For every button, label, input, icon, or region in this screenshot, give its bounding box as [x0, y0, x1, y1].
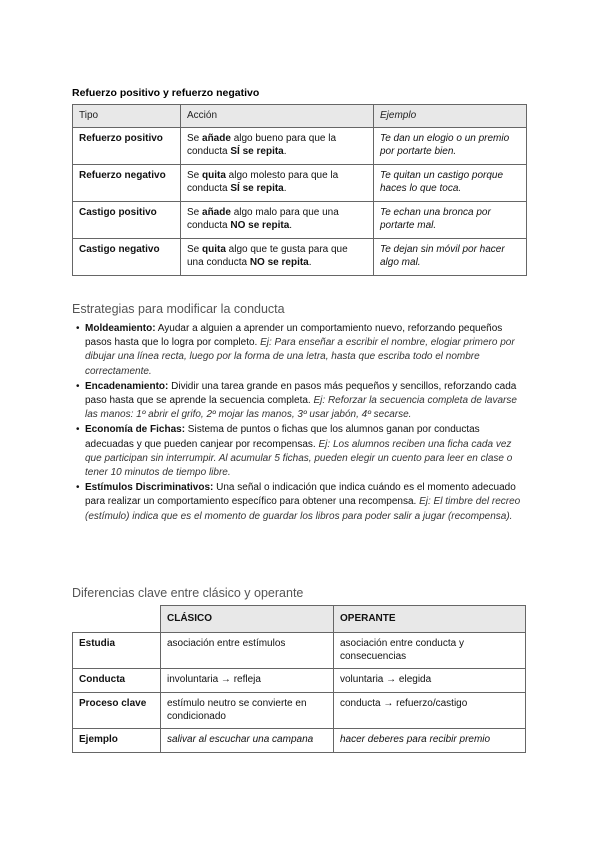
cell-clasico: salivar al escuchar una campana [161, 729, 334, 753]
item-text: Ayudar a alguien a aprender un comportamiento nuevo, reforzando pequeños pasos hasta que lo logra por completo. [85, 323, 503, 349]
cell-operante: conducta → refuerzo/castigo [334, 693, 526, 729]
item-example: Ej: El timbre del recreo (estímulo) indica que es el momento de guardar los libros para poder salir a jugar (recompensa). [85, 496, 521, 522]
row-tipo: Refuerzo positivo [73, 128, 181, 165]
bullet-icon: • [76, 424, 80, 436]
row-ejemplo: Te dan un elogio o un premio por portarte bien. [374, 128, 527, 165]
cell-operante: voluntaria → elegida [334, 669, 526, 693]
row-label: Estudia [73, 633, 161, 669]
bullet-icon: • [76, 380, 80, 392]
row-accion: Se añade algo malo para que una conducta NO se repita. [181, 202, 374, 239]
row-label: Conducta [73, 669, 161, 693]
header-empty [73, 606, 161, 633]
header-operante: OPERANTE [334, 606, 526, 633]
table-row [73, 633, 526, 669]
list-item [72, 481, 530, 524]
item-text: Una señal o indicación que indica cuándo es el momento adecuado para realizar un comportamiento específico para obtener una recompensa. [85, 482, 516, 508]
item-text: Dividir una tarea grande en pasos más pequeños y sencillos, reforzando cada paso hasta que se aprende la secuencia completa. [85, 380, 517, 407]
list-item [72, 380, 530, 423]
item-example: Ej: Para enseñar a escribir el nombre, elogiar primero por dibujar una línea recta, luego por la forma de una letra, hasta que escriba todo el nombre correctamente. [85, 337, 515, 377]
item-label: Encadenamiento: [85, 380, 169, 392]
table-row [73, 669, 526, 693]
table-header-row [73, 105, 527, 128]
row-ejemplo: Te quitan un castigo porque haces lo que toca. [374, 165, 527, 202]
item-label: Economía de Fichas: [85, 424, 186, 436]
item-label: Moldeamiento: [85, 323, 156, 334]
cell-clasico: asociación entre estímulos [161, 633, 334, 669]
row-accion: Se quita algo molesto para que la conducta SÍ se repita. [181, 165, 374, 202]
bullet-icon: • [76, 323, 80, 334]
row-ejemplo: Te echan una bronca por portarte mal. [374, 202, 527, 239]
table-row [73, 693, 526, 729]
bullet-icon: • [76, 482, 80, 494]
row-tipo: Refuerzo negativo [73, 165, 181, 202]
table-row [73, 165, 527, 202]
list-item [72, 322, 530, 379]
refuerzo-table [72, 104, 527, 276]
row-accion: Se añade algo bueno para que la conducta SÍ se repita. [181, 128, 374, 165]
table-row [73, 202, 527, 239]
cell-clasico: involuntaria → refleja [161, 669, 334, 693]
row-label: Proceso clave [73, 693, 161, 729]
cell-operante: hacer deberes para recibir premio [334, 729, 526, 753]
list-item [72, 423, 530, 480]
item-label: Estímulos Discriminativos: [85, 482, 214, 494]
item-example: Ej: Reforzar la secuencia completa de lavarse las manos: 1º abrir el grifo, 2º mojar las manos, 3º usar jabón, 4º secarse. [85, 395, 517, 421]
table-row [73, 729, 526, 753]
comparison-table [72, 605, 526, 753]
table-row [73, 239, 527, 276]
row-tipo: Castigo positivo [73, 202, 181, 239]
section-title-refuerzo: Refuerzo positivo y refuerzo negativo [72, 87, 260, 99]
row-label: Ejemplo [73, 729, 161, 753]
cell-clasico: estímulo neutro se convierte en condicionado [161, 693, 334, 729]
header-ejemplo: Ejemplo [374, 105, 527, 128]
header-clasico: CLÁSICO [161, 606, 334, 633]
header-accion: Acción [181, 105, 374, 128]
section-title-estrategias: Estrategias para modificar la conducta [72, 302, 285, 316]
item-text: Sistema de puntos o fichas que los alumnos ganan por conductas adecuadas y que pueden canjear por recompensas. [85, 424, 480, 450]
strategies-list [72, 322, 530, 525]
table-header-row [73, 606, 526, 633]
section-title-diferencias: Diferencias clave entre clásico y operante [72, 586, 304, 600]
item-example: Ej: Los alumnos reciben una ficha cada vez que participan sin interrumpir. Al acumular 5 fichas, pueden elegir un cuento para leer en clase o tener 10 minutos de tiempo libre. [85, 438, 513, 479]
cell-operante: asociación entre conducta y consecuencias [334, 633, 526, 669]
header-tipo: Tipo [73, 105, 181, 128]
row-ejemplo: Te dejan sin móvil por hacer algo mal. [374, 239, 527, 276]
row-accion: Se quita algo que te gusta para que una conducta NO se repita. [181, 239, 374, 276]
row-tipo: Castigo negativo [73, 239, 181, 276]
table-row [73, 128, 527, 165]
